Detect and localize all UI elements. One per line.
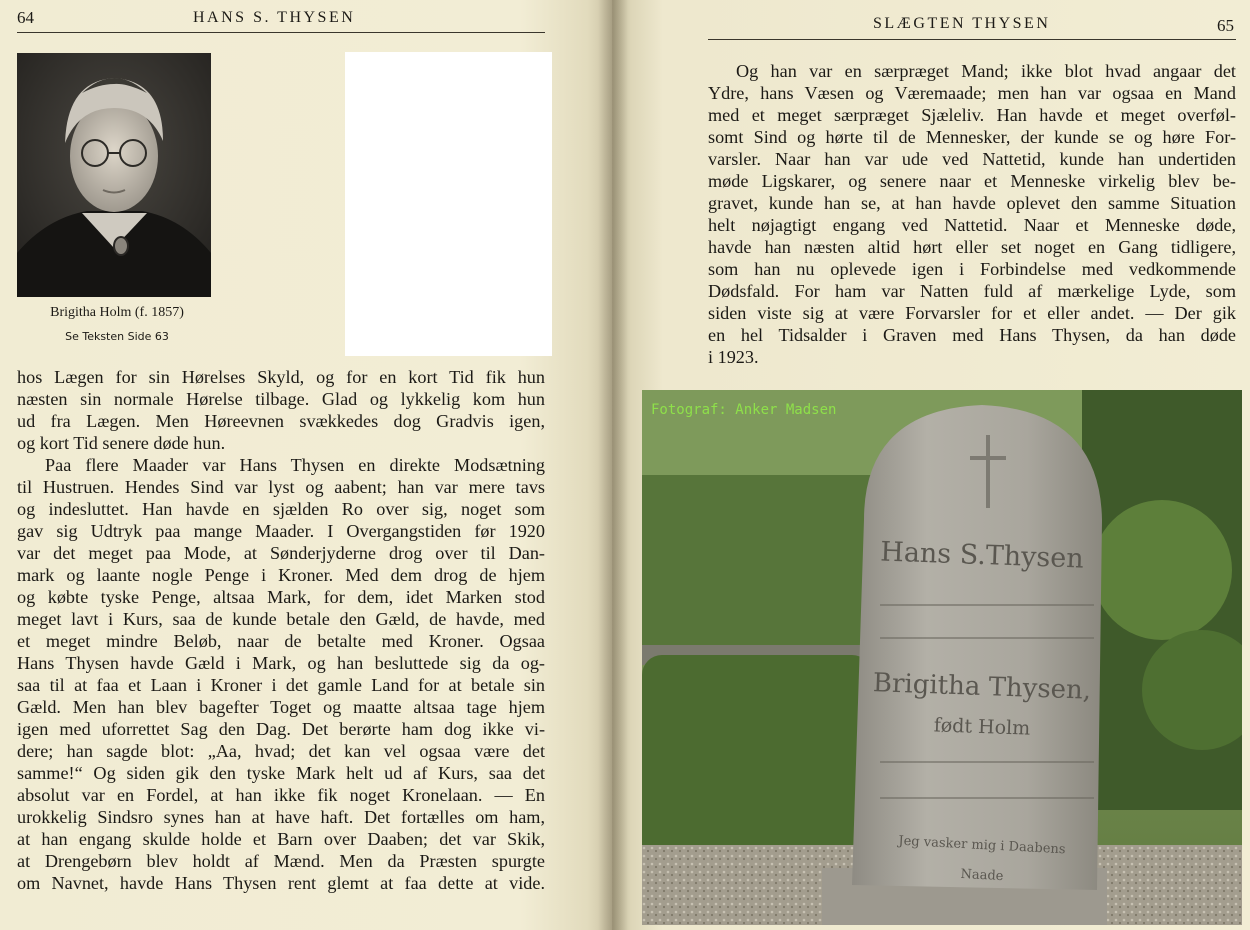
text-line: at Drengebørn blev holdt af Mænd. Men da Præsten spurgte bbox=[17, 851, 545, 871]
text-line: Og han var en særpræget Mand; ikke blot hvad angaar det bbox=[736, 61, 1236, 81]
text-line: og købte tyske Penge, altsaa Mark, for dem, idet Marken stod bbox=[17, 587, 545, 607]
text-line: meget lavt i Kurs, saa de kunde betale den Gæld, de havde, med bbox=[17, 609, 545, 629]
text-line: en hel Tidsalder i Graven med Hans Thysen, da han døde bbox=[708, 325, 1236, 345]
book-gutter bbox=[598, 0, 628, 930]
text-line: somt Sind og hørte til de Mennesker, der kunde se og høre For- bbox=[708, 127, 1236, 147]
stone-name-1: Hans S.Thysen bbox=[879, 536, 1085, 575]
text-line: med et meget særpræget Sjæleliv. Han havde et meget overføl- bbox=[708, 105, 1236, 125]
text-line: og indesluttet. Han havde en sjælden Ro over sig, noget som bbox=[17, 499, 545, 519]
text-line: Hans Thysen havde Gæld i Mark, og han besluttede sig da og- bbox=[17, 653, 545, 673]
text-line: et meget mindre Beløb, naar de betalte med Kroner. Ogsaa bbox=[17, 631, 545, 651]
text-line: at han engang skulde holde et Barn over Daaben; det var Skik, bbox=[17, 829, 545, 849]
right-body-text bbox=[708, 60, 1236, 368]
text-line: Paa flere Maader var Hans Thysen en direkte Modsætning bbox=[45, 455, 545, 475]
text-line: helt nøjagtigt engang ved Nattetid. Naar et Menneske døde, bbox=[708, 215, 1236, 235]
text-line: samme!“ Og siden gik den tyske Mark helt ud af Kurs, saa det bbox=[17, 763, 545, 783]
text-line: urokkelig Sindsro synes han at have haft. Det fortælles om ham, bbox=[17, 807, 545, 827]
text-line: Ydre, hans Væsen og Væremaade; men han var ogsaa en Mand bbox=[708, 83, 1236, 103]
stone-nee: født Holm bbox=[933, 714, 1031, 740]
left-body-text bbox=[17, 366, 545, 894]
left-page bbox=[0, 0, 612, 930]
left-running-head: HANS S. THYSEN bbox=[193, 9, 356, 26]
blank-area bbox=[345, 52, 552, 356]
text-line: Gæld. Men han blev bagefter Toget og maatte altsaa tage hjem bbox=[17, 697, 545, 717]
header-rule bbox=[708, 39, 1236, 40]
text-line: i 1923. bbox=[708, 347, 759, 367]
header-rule bbox=[17, 32, 545, 33]
text-line: igen med uforrettet Sag den Dag. Det berørte ham dog ikke vi- bbox=[17, 719, 545, 739]
portrait-photo bbox=[17, 53, 211, 297]
text-line: om Navnet, havde Hans Thysen rent glemt at faa dette at vide. bbox=[17, 873, 545, 893]
text-line: møde Ligskarer, og senere naar et Menneske virkelig blev be- bbox=[708, 171, 1236, 191]
text-line: næsten sin normale Hørelse tilbage. Glad og lykkelig kom hun bbox=[17, 389, 545, 409]
text-line: varsler. Naar han var ude ved Nattetid, kunde han undertiden bbox=[708, 149, 1236, 169]
text-line: var det meget paa Mode, at Sønderjyderne drog over til Dan- bbox=[17, 543, 545, 563]
text-line: gav sig Udtryk paa mange Maader. I Overgangstiden før 1920 bbox=[17, 521, 545, 541]
stone-epitaph-2: Naade bbox=[960, 866, 1004, 885]
portrait-image bbox=[17, 53, 211, 297]
text-line: gravet, kunde han se, at han havde oplevet den samme Situation bbox=[708, 193, 1236, 213]
stone-name-2: Brigitha Thysen, bbox=[872, 668, 1092, 706]
right-page-number: 65 bbox=[1217, 16, 1234, 35]
text-line: havde han næsten altid hørt eller set noget en Gang tidligere, bbox=[708, 237, 1236, 257]
text-line: til Hustruen. Hendes Sind var lyst og aabent; han var mere tavs bbox=[17, 477, 545, 497]
text-line: siden viste sig at være Forvarsler for et eller andet. — Der gik bbox=[708, 303, 1236, 323]
text-line: og kort Tid senere døde hun. bbox=[17, 433, 226, 453]
photo-subcaption: Se Teksten Side 63 bbox=[65, 330, 169, 343]
text-line: hos Lægen for sin Hørelses Skyld, og for en kort Tid fik hun bbox=[17, 367, 545, 387]
text-line: mark og laante nogle Penge i Kroner. Med dem drog de hjem bbox=[17, 565, 545, 585]
text-line: ud fra Lægen. Men Høreevnen svækkedes dog Gradvis igen, bbox=[17, 411, 545, 431]
photo-caption: Brigitha Holm (f. 1857) bbox=[50, 305, 184, 320]
gravestone-photo bbox=[642, 390, 1242, 925]
text-line: absolut var en Fordel, at han ikke fik noget Kronelaan. — En bbox=[17, 785, 545, 805]
text-line: dere; han sagde blot: „Aa, hvad; det kan vel ogsaa være det bbox=[17, 741, 545, 761]
text-line: som han nu oplevede igen i Forbindelse med vedkommende bbox=[708, 259, 1236, 279]
text-line: saa til at faa et Laan i Kroner i det gamle Land for at betale sin bbox=[17, 675, 545, 695]
right-running-head: SLÆGTEN THYSEN bbox=[873, 15, 1051, 32]
photo-credit: Fotograf: Anker Madsen bbox=[651, 402, 837, 418]
text-line: Dødsfald. For ham var Natten fuld af mærkelige Lyde, som bbox=[708, 281, 1236, 301]
stone-epitaph-1: Jeg vasker mig i Daabens bbox=[898, 833, 1066, 858]
left-page-number: 64 bbox=[17, 8, 34, 27]
